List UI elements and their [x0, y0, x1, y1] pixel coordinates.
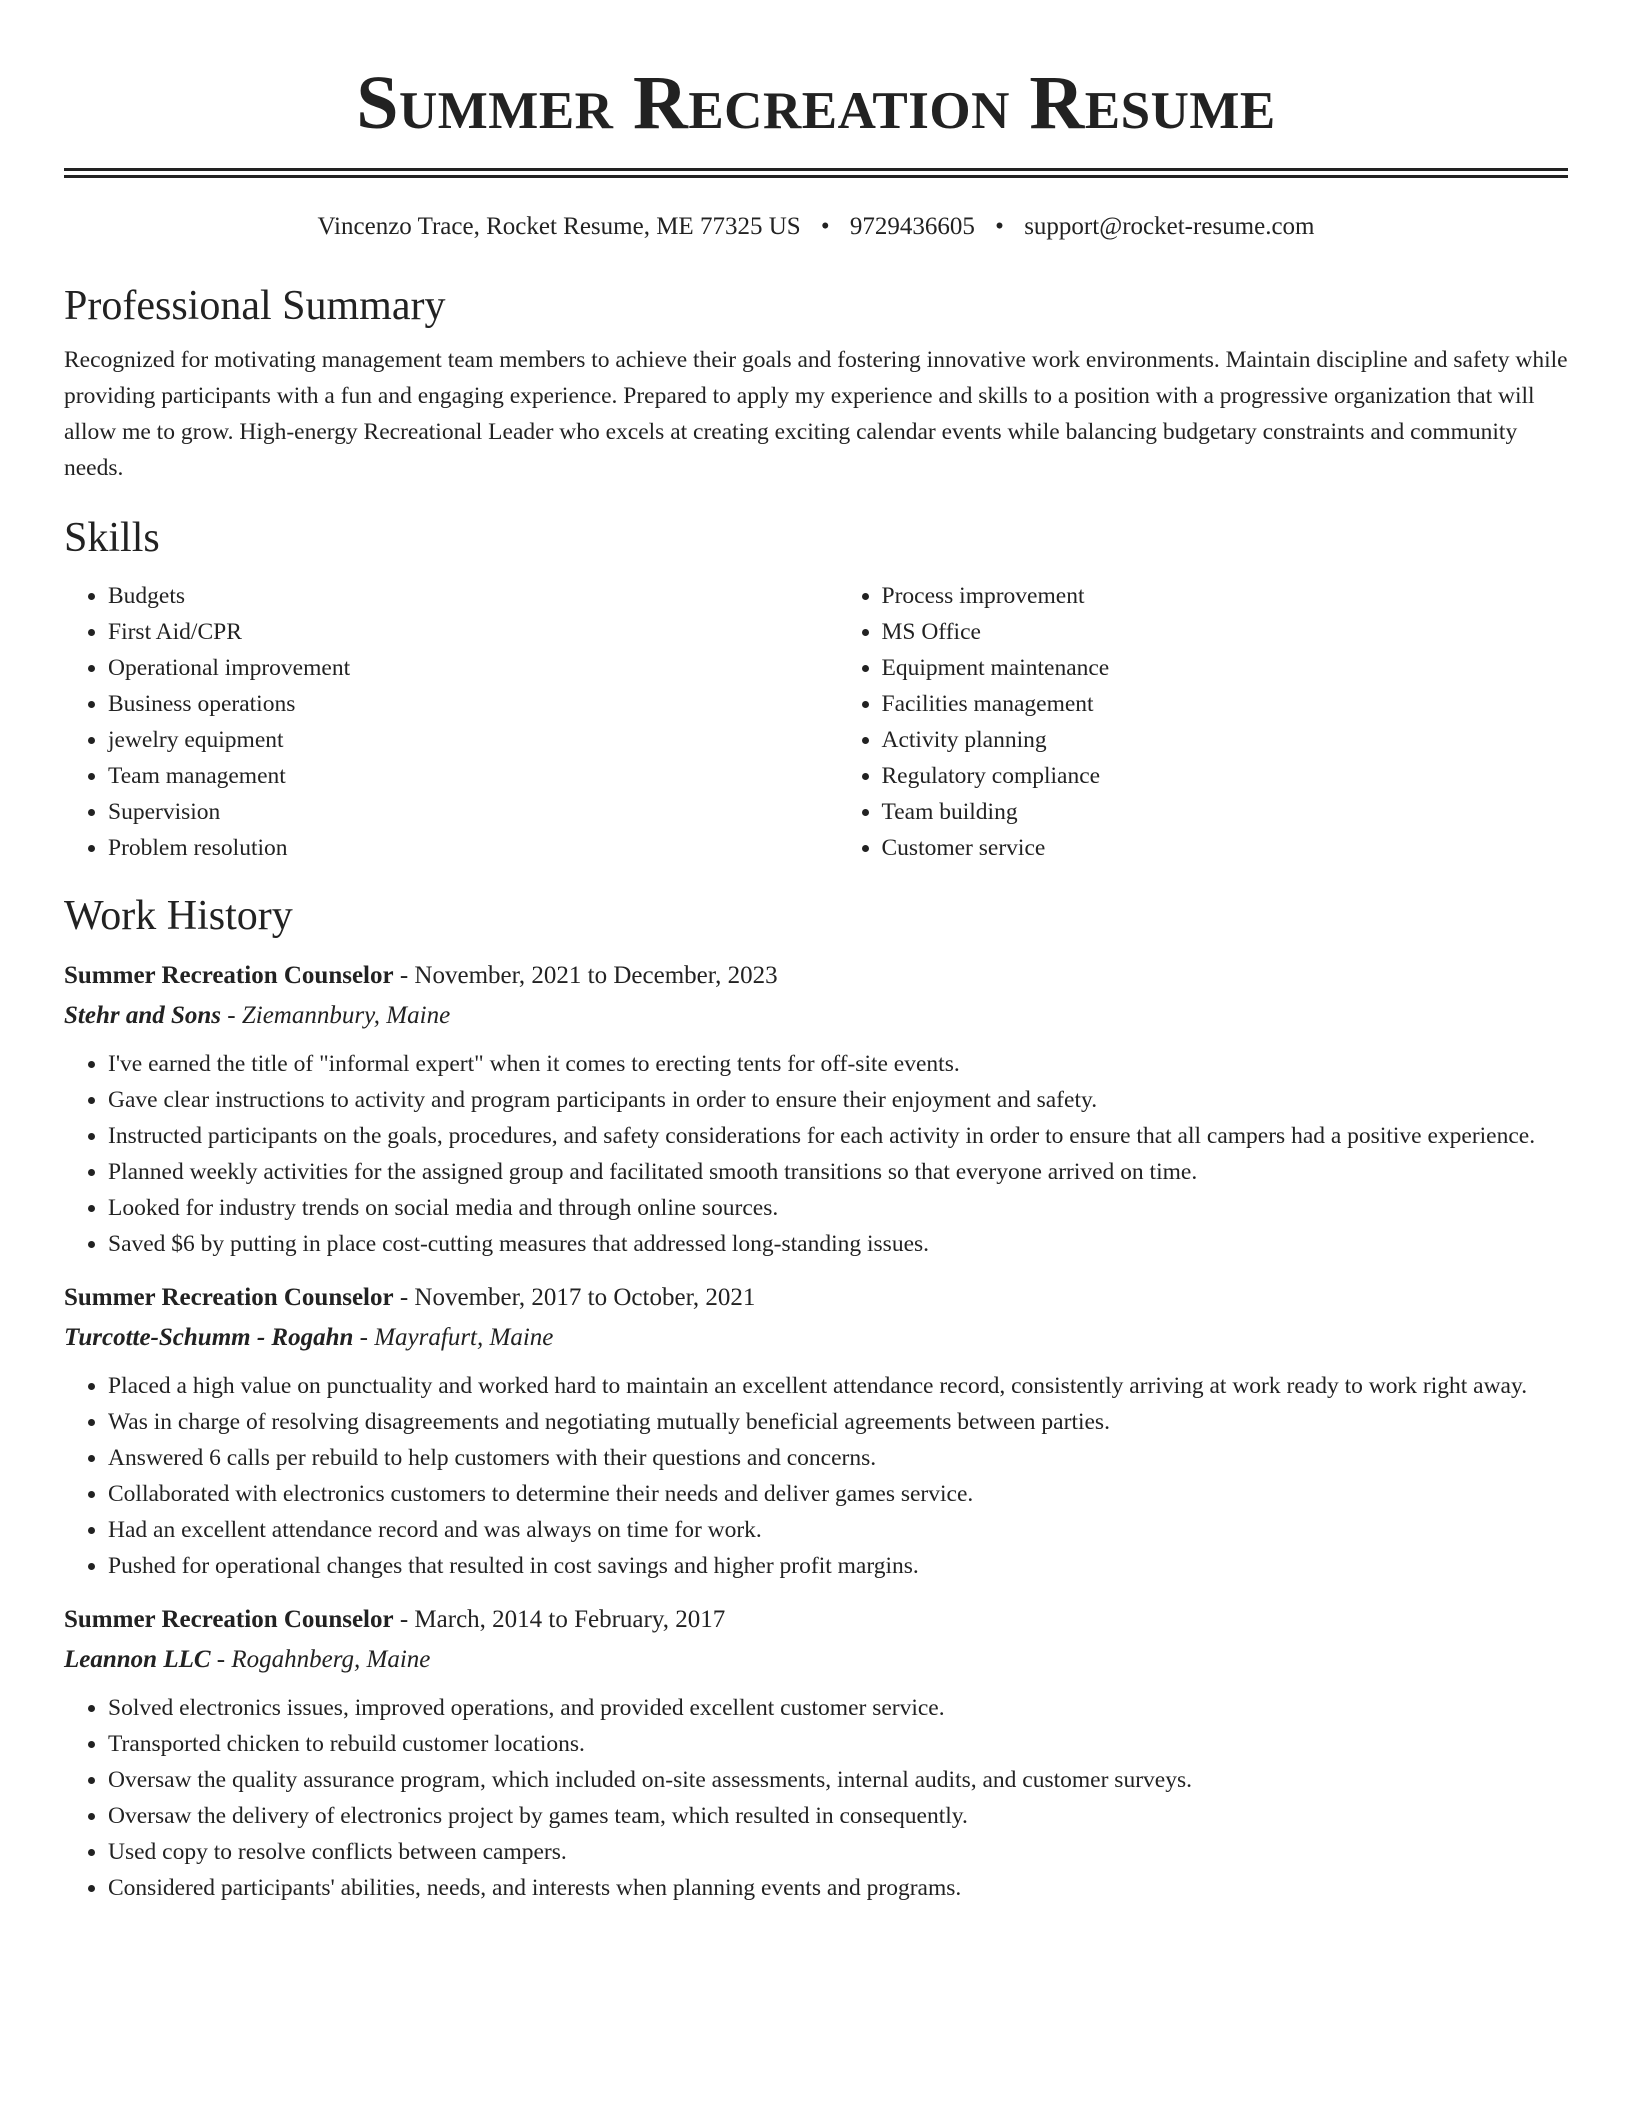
company-location: - Mayrafurt, Maine: [353, 1324, 554, 1351]
skill-item: • jewelry equipment: [108, 722, 795, 758]
company-line: [64, 1640, 1568, 1680]
job-bullet: • Used copy to resolve conflicts between campers.: [108, 1834, 1568, 1870]
job-bullet: • Collaborated with electronics customers to determine their needs and deliver games service.: [108, 1476, 1568, 1512]
company-location: - Rogahnberg, Maine: [210, 1646, 431, 1673]
job-entry: [64, 1278, 1568, 1584]
job-bullet: • Oversaw the delivery of electronics project by games team, which resulted in consequently.: [108, 1798, 1568, 1834]
job-bullet: • Oversaw the quality assurance program, which included on-site assessments, internal audits, and customer surveys.: [108, 1762, 1568, 1798]
skill-item: • Team building: [882, 794, 1569, 830]
contact-address: Vincenzo Trace, Rocket Resume, ME 77325 US: [317, 213, 801, 240]
job-bullet: • Had an excellent attendance record and was always on time for work.: [108, 1512, 1568, 1548]
job-bullet: • Pushed for operational changes that resulted in cost savings and higher profit margins.: [108, 1548, 1568, 1584]
job-bullet: • Considered participants' abilities, needs, and interests when planning events and programs.: [108, 1870, 1568, 1906]
skill-item: • Process improvement: [882, 578, 1569, 614]
skills-heading: Skills: [64, 515, 160, 561]
job-bullet: • Instructed participants on the goals, procedures, and safety considerations for each activity in order to ensure that all campers had a positive experience.: [108, 1118, 1568, 1154]
skill-item: • Supervision: [108, 794, 795, 830]
company-name: Turcotte-Schumm - Rogahn: [64, 1324, 354, 1351]
job-title-line: [64, 1278, 1568, 1318]
contact-email: support@rocket-resume.com: [1024, 213, 1315, 240]
company-line: [64, 1318, 1568, 1358]
job-bullet: • Saved $6 by putting in place cost-cutting measures that addressed long-standing issues.: [108, 1226, 1568, 1262]
skill-item: • Equipment maintenance: [882, 650, 1569, 686]
contact-phone: 9729436605: [849, 213, 975, 240]
job-bullet: • I've earned the title of "informal expert" when it comes to erecting tents for off-site events.: [108, 1046, 1568, 1082]
job-bullets: [64, 1368, 1568, 1584]
title-divider: [64, 168, 1568, 178]
job-entry: [64, 956, 1568, 1262]
skill-item: • MS Office: [882, 614, 1569, 650]
company-line: [64, 996, 1568, 1036]
skill-item: • Operational improvement: [108, 650, 795, 686]
skill-item: • Budgets: [108, 578, 795, 614]
job-entry: [64, 1600, 1568, 1906]
work-history-heading: Work History: [64, 893, 293, 939]
skill-item: • Problem resolution: [108, 830, 795, 866]
job-dates: - November, 2021 to December, 2023: [393, 962, 778, 989]
contact-line: [64, 210, 1568, 244]
contact-separator: •: [820, 213, 830, 240]
company-name: Leannon LLC: [64, 1646, 211, 1673]
job-title-line: [64, 956, 1568, 996]
skills-list: [64, 578, 1568, 866]
job-bullet: • Answered 6 calls per rebuild to help customers with their questions and concerns.: [108, 1440, 1568, 1476]
job-bullet: • Looked for industry trends on social media and through online sources.: [108, 1190, 1568, 1226]
job-title: Summer Recreation Counselor: [64, 962, 394, 989]
job-dates: - March, 2014 to February, 2017: [393, 1606, 726, 1633]
contact-separator: •: [995, 213, 1004, 240]
job-bullet: • Planned weekly activities for the assigned group and facilitated smooth transitions so that everyone arrived on time.: [108, 1154, 1568, 1190]
skill-item: • Regulatory compliance: [882, 758, 1569, 794]
company-name: Stehr and Sons: [64, 1002, 222, 1029]
summary-text: Recognized for motivating management team members to achieve their goals and fostering innovative work environments. Maintain discipline and safety while providing participants with a fun and engaging experience. Prepared to apply my experience and skills to a position with a progressive organization that will allow me to grow. High-energy Recreational Leader who excels at creating exciting calendar events while balancing budgetary constraints and community needs.: [64, 347, 1568, 481]
job-title: Summer Recreation Counselor: [64, 1284, 394, 1311]
resume-title: Summer Recreation Resume: [356, 61, 1276, 145]
skills-column-left: [64, 578, 795, 866]
job-dates: - November, 2017 to October, 2021: [393, 1284, 756, 1311]
job-bullets: [64, 1690, 1568, 1906]
job-bullet: • Gave clear instructions to activity and program participants in order to ensure their enjoyment and safety.: [108, 1082, 1568, 1118]
skill-item: • Facilities management: [882, 686, 1569, 722]
skill-item: • Customer service: [882, 830, 1569, 866]
skill-item: • First Aid/CPR: [108, 614, 795, 650]
skill-item: • Team management: [108, 758, 795, 794]
job-title: Summer Recreation Counselor: [64, 1606, 394, 1633]
job-bullet: • Was in charge of resolving disagreements and negotiating mutually beneficial agreements between parties.: [108, 1404, 1568, 1440]
summary-heading: Professional Summary: [64, 283, 446, 329]
job-bullet: • Solved electronics issues, improved operations, and provided excellent customer service.: [108, 1690, 1568, 1726]
skill-item: • Business operations: [108, 686, 795, 722]
skills-column-right: [795, 578, 1569, 866]
skill-item: • Activity planning: [882, 722, 1569, 758]
company-location: - Ziemannbury, Maine: [221, 1002, 451, 1029]
job-bullet: • Transported chicken to rebuild customer locations.: [108, 1726, 1568, 1762]
job-bullets: [64, 1046, 1568, 1262]
job-title-line: [64, 1600, 1568, 1640]
job-bullet: • Placed a high value on punctuality and worked hard to maintain an excellent attendance record, consistently arriving at work ready to work right away.: [108, 1368, 1568, 1404]
